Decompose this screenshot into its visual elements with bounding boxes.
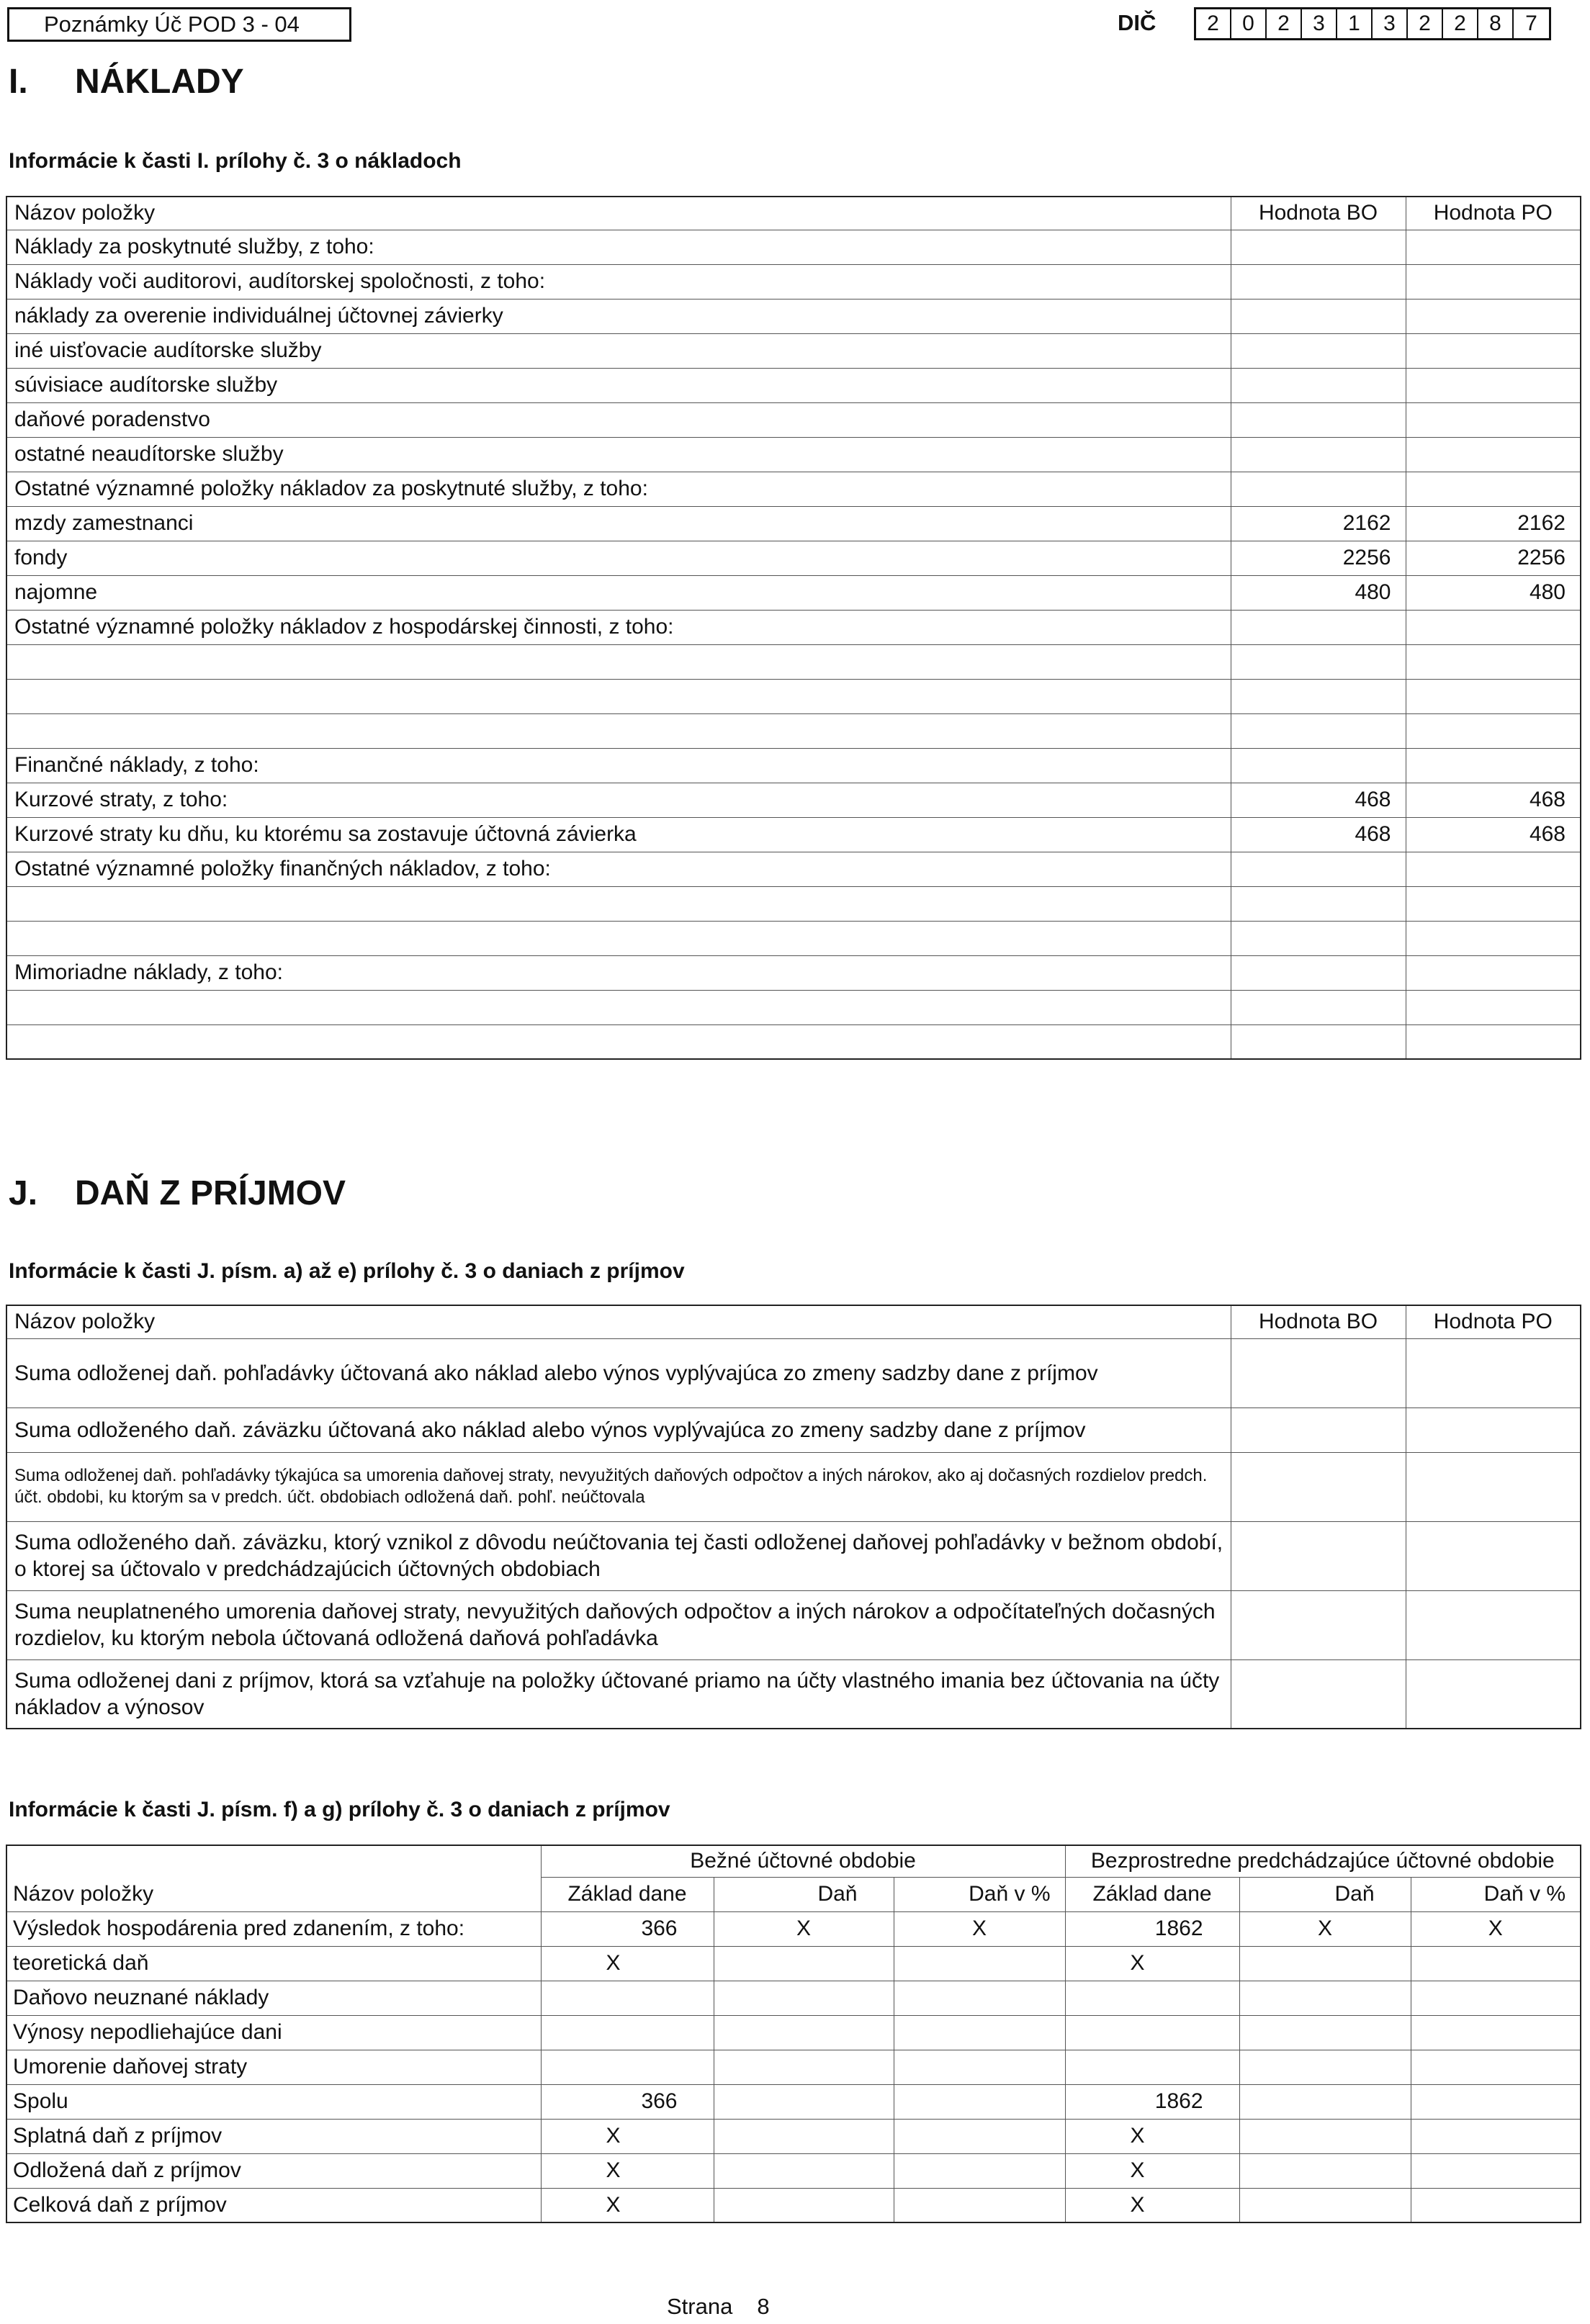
row-value-cur-base: X xyxy=(541,1946,714,1981)
row-value-bo xyxy=(1231,1521,1406,1590)
row-value-po xyxy=(1406,472,1581,506)
row-value-bo xyxy=(1231,610,1406,644)
row-label: Náklady za poskytnuté služby, z toho: xyxy=(6,230,1231,264)
row-value-po xyxy=(1406,644,1581,679)
col-header-prev-pct: Daň v % xyxy=(1411,1877,1581,1911)
row-label xyxy=(6,644,1231,679)
row-value-bo xyxy=(1231,955,1406,990)
tax-info-table xyxy=(6,1305,1581,1729)
tax-table-row xyxy=(6,2015,1581,2050)
row-value-bo xyxy=(1231,230,1406,264)
row-value-bo xyxy=(1231,679,1406,713)
col-header-bo: Hodnota BO xyxy=(1231,197,1406,230)
row-value-bo xyxy=(1231,990,1406,1024)
dic-digit: 0 xyxy=(1231,9,1267,38)
row-value-cur-tax xyxy=(714,1981,894,2015)
row-label: Suma odloženej daň. pohľadávky účtovaná ako náklad alebo výnos vyplývajúca zo zmeny sadzby dane z príjmov xyxy=(6,1338,1231,1408)
row-value-po: 468 xyxy=(1406,783,1581,817)
tax-reconciliation-table xyxy=(6,1845,1581,2223)
costs-table-row xyxy=(6,541,1581,575)
section-j-heading: DAŇ Z PRÍJMOV xyxy=(75,1174,346,1212)
col-header-cur-tax: Daň xyxy=(714,1877,894,1911)
row-value-cur-tax xyxy=(714,2084,894,2119)
row-value-cur-tax xyxy=(714,2153,894,2188)
costs-table-row xyxy=(6,402,1581,437)
row-value-po xyxy=(1406,1408,1581,1452)
group-header-previous: Bezprostredne predchádzajúce účtovné obdobie xyxy=(1065,1845,1581,1877)
tax-table-row xyxy=(6,2119,1581,2153)
row-value-cur-tax xyxy=(714,2188,894,2222)
row-value-po xyxy=(1406,679,1581,713)
col-header-po: Hodnota PO xyxy=(1406,197,1581,230)
costs-table-row xyxy=(6,817,1581,852)
row-value-cur-pct xyxy=(894,2188,1065,2222)
tax-info-table-header xyxy=(6,1305,1581,1338)
row-value-prev-pct xyxy=(1411,2153,1581,2188)
row-value-prev-base: X xyxy=(1065,2153,1239,2188)
row-value-po xyxy=(1406,368,1581,402)
tax-table-row xyxy=(6,2084,1581,2119)
row-value-prev-tax xyxy=(1239,2119,1411,2153)
row-value-cur-tax xyxy=(714,2050,894,2084)
page-footer xyxy=(667,2294,794,2320)
row-value-cur-base: X xyxy=(541,2188,714,2222)
tax-table-column-header xyxy=(6,1877,1581,1911)
costs-table-row xyxy=(6,852,1581,886)
row-value-bo xyxy=(1231,852,1406,886)
row-value-bo xyxy=(1231,472,1406,506)
row-value-prev-tax xyxy=(1239,1946,1411,1981)
row-value-prev-pct xyxy=(1411,1946,1581,1981)
section-i-heading: NÁKLADY xyxy=(75,63,244,101)
dic-digit: 8 xyxy=(1478,9,1514,38)
row-label xyxy=(6,886,1231,921)
tax-info-table-row xyxy=(6,1338,1581,1408)
row-value-prev-tax xyxy=(1239,2015,1411,2050)
costs-table-row xyxy=(6,955,1581,990)
tax-table-row xyxy=(6,2050,1581,2084)
col-header-cur-pct: Daň v % xyxy=(894,1877,1065,1911)
page-label: Strana xyxy=(667,2294,733,2319)
row-value-bo xyxy=(1231,1590,1406,1659)
row-label: Suma odloženého daň. záväzku účtovaná ako náklad alebo výnos vyplývajúca zo zmeny sadzby dane z príjmov xyxy=(6,1408,1231,1452)
row-value-cur-base xyxy=(541,2015,714,2050)
row-value-prev-tax: X xyxy=(1239,1911,1411,1946)
row-value-cur-base xyxy=(541,1981,714,2015)
dic-digit: 2 xyxy=(1196,9,1231,38)
row-value-cur-tax xyxy=(714,1946,894,1981)
costs-table-row xyxy=(6,610,1581,644)
row-label: fondy xyxy=(6,541,1231,575)
row-label: Suma neuplatneného umorenia daňovej straty, nevyužitých daňových odpočtov a iných nárokov a odpočítateľných dočasných rozdielov, ku ktorým nebola účtovaná odložená daňová pohľadávka xyxy=(6,1590,1231,1659)
row-value-bo xyxy=(1231,748,1406,783)
group-header-spacer xyxy=(6,1845,541,1877)
row-value-cur-base: 366 xyxy=(541,2084,714,2119)
row-label: náklady za overenie individuálnej účtovnej závierky xyxy=(6,299,1231,333)
costs-table xyxy=(6,196,1581,1060)
row-value-po xyxy=(1406,1590,1581,1659)
row-value-po: 2162 xyxy=(1406,506,1581,541)
row-value-cur-base: X xyxy=(541,2119,714,2153)
tax-info-table-row xyxy=(6,1408,1581,1452)
row-value-prev-tax xyxy=(1239,2188,1411,2222)
row-value-prev-tax xyxy=(1239,2084,1411,2119)
row-label: Ostatné významné položky finančných nákladov, z toho: xyxy=(6,852,1231,886)
row-label: Spolu xyxy=(6,2084,541,2119)
row-value-cur-pct xyxy=(894,2084,1065,2119)
row-value-po xyxy=(1406,921,1581,955)
col-header-prev-tax: Daň xyxy=(1239,1877,1411,1911)
group-header-current: Bežné účtovné obdobie xyxy=(541,1845,1065,1877)
costs-table-row xyxy=(6,990,1581,1024)
section-j-subtitle-2: Informácie k časti J. písm. f) a g) prílohy č. 3 o daniach z príjmov xyxy=(9,1798,670,1821)
row-label xyxy=(6,921,1231,955)
row-value-po xyxy=(1406,955,1581,990)
row-value-prev-tax xyxy=(1239,2153,1411,2188)
row-value-cur-pct xyxy=(894,2153,1065,2188)
costs-table-row xyxy=(6,264,1581,299)
row-value-po xyxy=(1406,1521,1581,1590)
row-value-bo xyxy=(1231,921,1406,955)
costs-table-row xyxy=(6,713,1581,748)
row-value-cur-tax: X xyxy=(714,1911,894,1946)
row-value-cur-pct xyxy=(894,2119,1065,2153)
costs-table-row xyxy=(6,368,1581,402)
costs-table-row xyxy=(6,748,1581,783)
row-value-bo xyxy=(1231,1338,1406,1408)
document-tag: Poznámky Úč POD 3 - 04 xyxy=(7,7,351,42)
dic-digit: 2 xyxy=(1267,9,1302,38)
dic-digit: 2 xyxy=(1443,9,1478,38)
row-value-bo xyxy=(1231,402,1406,437)
section-j-number: J. xyxy=(9,1174,38,1212)
row-label: Daňovo neuznané náklady xyxy=(6,1981,541,2015)
row-label: Celková daň z príjmov xyxy=(6,2188,541,2222)
row-value-prev-base: X xyxy=(1065,1946,1239,1981)
row-label: súvisiace audítorske služby xyxy=(6,368,1231,402)
row-value-po xyxy=(1406,264,1581,299)
row-value-prev-base xyxy=(1065,1981,1239,2015)
col-header-bo: Hodnota BO xyxy=(1231,1305,1406,1338)
row-value-bo xyxy=(1231,333,1406,368)
row-value-po xyxy=(1406,299,1581,333)
row-value-po xyxy=(1406,1452,1581,1521)
row-label xyxy=(6,713,1231,748)
row-value-prev-tax xyxy=(1239,2050,1411,2084)
col-header-name: Názov položky xyxy=(6,197,1231,230)
col-header-name: Názov položky xyxy=(6,1877,541,1911)
row-label xyxy=(6,1024,1231,1059)
row-label: daňové poradenstvo xyxy=(6,402,1231,437)
row-value-prev-tax xyxy=(1239,1981,1411,2015)
row-label: ostatné neaudítorske služby xyxy=(6,437,1231,472)
row-value-prev-pct xyxy=(1411,2119,1581,2153)
row-value-bo xyxy=(1231,1659,1406,1729)
costs-table-row xyxy=(6,886,1581,921)
row-value-bo xyxy=(1231,264,1406,299)
row-label: Suma odloženej dani z príjmov, ktorá sa vzťahuje na položky účtované priamo na účty vlastného imania bez účtovania na účty nákladov a výnosov xyxy=(6,1659,1231,1729)
dic-digit: 3 xyxy=(1302,9,1337,38)
row-value-po xyxy=(1406,748,1581,783)
row-value-po: 2256 xyxy=(1406,541,1581,575)
section-j-title xyxy=(9,1174,346,1214)
row-value-bo xyxy=(1231,437,1406,472)
row-value-po xyxy=(1406,1024,1581,1059)
row-label: Umorenie daňovej straty xyxy=(6,2050,541,2084)
tax-info-table-row xyxy=(6,1521,1581,1590)
row-value-cur-tax xyxy=(714,2119,894,2153)
section-i-subtitle: Informácie k časti I. prílohy č. 3 o nákladoch xyxy=(9,149,462,173)
col-header-po: Hodnota PO xyxy=(1406,1305,1581,1338)
row-value-po xyxy=(1406,230,1581,264)
row-value-po xyxy=(1406,1338,1581,1408)
dic-digit: 7 xyxy=(1525,12,1537,35)
row-value-cur-base xyxy=(541,2050,714,2084)
tax-table-row xyxy=(6,2188,1581,2222)
row-value-prev-base: 1862 xyxy=(1065,2084,1239,2119)
row-value-bo xyxy=(1231,1408,1406,1452)
row-value-bo: 468 xyxy=(1231,783,1406,817)
row-label: Odložená daň z príjmov xyxy=(6,2153,541,2188)
col-header-prev-base: Základ dane xyxy=(1065,1877,1239,1911)
row-value-po: 480 xyxy=(1406,575,1581,610)
row-label: Mimoriadne náklady, z toho: xyxy=(6,955,1231,990)
col-header-cur-base: Základ dane xyxy=(541,1877,714,1911)
row-value-cur-pct xyxy=(894,2050,1065,2084)
costs-table-row xyxy=(6,230,1581,264)
row-value-bo xyxy=(1231,644,1406,679)
tax-table-row xyxy=(6,2153,1581,2188)
row-label xyxy=(6,679,1231,713)
row-label: Splatná daň z príjmov xyxy=(6,2119,541,2153)
row-label: teoretická daň xyxy=(6,1946,541,1981)
costs-table-header xyxy=(6,197,1581,230)
costs-table-row xyxy=(6,679,1581,713)
row-value-po: 468 xyxy=(1406,817,1581,852)
costs-table-row xyxy=(6,921,1581,955)
row-label: Ostatné významné položky nákladov z hospodárskej činnosti, z toho: xyxy=(6,610,1231,644)
costs-table-row xyxy=(6,299,1581,333)
row-value-po xyxy=(1406,333,1581,368)
dic-digit: 1 xyxy=(1337,9,1373,38)
tax-info-table-row xyxy=(6,1452,1581,1521)
row-label: Finančné náklady, z toho: xyxy=(6,748,1231,783)
row-label: Kurzové straty ku dňu, ku ktorému sa zostavuje účtovná závierka xyxy=(6,817,1231,852)
row-value-cur-base: 366 xyxy=(541,1911,714,1946)
row-label: Kurzové straty, z toho: xyxy=(6,783,1231,817)
col-header-name: Názov položky xyxy=(6,1305,1231,1338)
dic-digit: 3 xyxy=(1373,9,1408,38)
costs-table-row xyxy=(6,333,1581,368)
row-value-cur-pct xyxy=(894,1946,1065,1981)
row-value-bo: 468 xyxy=(1231,817,1406,852)
row-value-cur-tax xyxy=(714,2015,894,2050)
tax-table-row xyxy=(6,1981,1581,2015)
row-value-bo: 480 xyxy=(1231,575,1406,610)
row-value-po xyxy=(1406,437,1581,472)
row-value-po xyxy=(1406,402,1581,437)
costs-table-row xyxy=(6,1024,1581,1059)
section-j-subtitle-1: Informácie k časti J. písm. a) až e) prílohy č. 3 o daniach z príjmov xyxy=(9,1259,685,1283)
costs-table-row xyxy=(6,506,1581,541)
costs-table-row xyxy=(6,783,1581,817)
tax-info-table-row xyxy=(6,1659,1581,1729)
section-i-number: I. xyxy=(9,63,28,101)
tax-table-row xyxy=(6,1911,1581,1946)
row-value-prev-pct xyxy=(1411,2188,1581,2222)
row-value-bo xyxy=(1231,368,1406,402)
row-value-prev-pct xyxy=(1411,2084,1581,2119)
costs-table-row xyxy=(6,644,1581,679)
tax-info-table-row xyxy=(6,1590,1581,1659)
row-value-po xyxy=(1406,610,1581,644)
row-value-prev-pct xyxy=(1411,1981,1581,2015)
row-label: Suma odloženého daň. záväzku, ktorý vznikol z dôvodu neúčtovania tej časti odloženej daňovej pohľadávky v bežnom období, o ktorej sa účtovalo v predchádzajúcich účtovných obdobiach xyxy=(6,1521,1231,1590)
row-value-cur-pct xyxy=(894,1981,1065,2015)
row-label xyxy=(6,990,1231,1024)
tax-table-group-header xyxy=(6,1845,1581,1877)
row-value-bo xyxy=(1231,713,1406,748)
dic-number xyxy=(1194,7,1551,40)
dic-label: DIČ xyxy=(1118,10,1156,35)
row-value-prev-base: X xyxy=(1065,2188,1239,2222)
row-value-bo: 2162 xyxy=(1231,506,1406,541)
row-label: Výsledok hospodárenia pred zdanením, z toho: xyxy=(6,1911,541,1946)
section-i-title xyxy=(9,62,244,102)
row-value-cur-base: X xyxy=(541,2153,714,2188)
costs-table-row xyxy=(6,472,1581,506)
row-label: mzdy zamestnanci xyxy=(6,506,1231,541)
row-value-bo: 2256 xyxy=(1231,541,1406,575)
row-value-prev-base xyxy=(1065,2050,1239,2084)
tax-table-row xyxy=(6,1946,1581,1981)
row-label: Ostatné významné položky nákladov za poskytnuté služby, z toho: xyxy=(6,472,1231,506)
row-value-po xyxy=(1406,886,1581,921)
row-value-prev-base xyxy=(1065,2015,1239,2050)
row-label: Náklady voči auditorovi, audítorskej spoločnosti, z toho: xyxy=(6,264,1231,299)
row-value-bo xyxy=(1231,299,1406,333)
row-label: Suma odloženej daň. pohľadávky týkajúca sa umorenia daňovej straty, nevyužitých daňových odpočtov a iných nárokov, ako aj dočasných rozdielov predch. účt. obdobi, ku ktorým sa v predch. účt. obdobiach odložená daň. pohľ. neúčtovala xyxy=(6,1452,1231,1521)
row-value-cur-pct xyxy=(894,2015,1065,2050)
row-value-po xyxy=(1406,1659,1581,1729)
dic-digit: 2 xyxy=(1408,9,1443,38)
costs-table-row xyxy=(6,575,1581,610)
row-label: Výnosy nepodliehajúce dani xyxy=(6,2015,541,2050)
row-value-po xyxy=(1406,990,1581,1024)
row-value-bo xyxy=(1231,886,1406,921)
row-value-po xyxy=(1406,713,1581,748)
row-value-po xyxy=(1406,852,1581,886)
row-value-prev-base: 1862 xyxy=(1065,1911,1239,1946)
row-value-prev-pct xyxy=(1411,2050,1581,2084)
row-value-prev-base: X xyxy=(1065,2119,1239,2153)
row-label: iné uisťovacie audítorske služby xyxy=(6,333,1231,368)
row-value-cur-pct: X xyxy=(894,1911,1065,1946)
row-value-bo xyxy=(1231,1452,1406,1521)
row-value-bo xyxy=(1231,1024,1406,1059)
row-value-prev-pct xyxy=(1411,2015,1581,2050)
row-value-prev-pct: X xyxy=(1411,1911,1581,1946)
row-label: najomne xyxy=(6,575,1231,610)
costs-table-row xyxy=(6,437,1581,472)
page-number: 8 xyxy=(757,2294,770,2319)
